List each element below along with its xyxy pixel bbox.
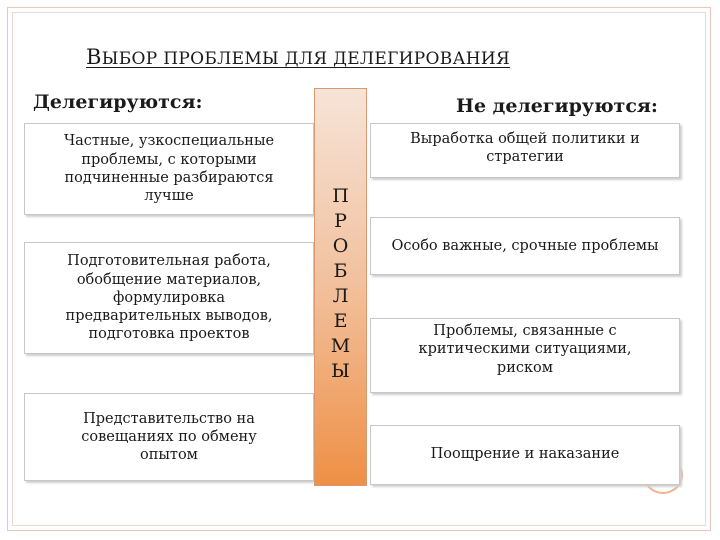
not-delegated-item-3-text [419, 322, 632, 377]
text-line: предварительных выводов, [65, 308, 273, 325]
text-line: Проблемы, связанные с [433, 323, 617, 339]
text-line: подчиненные разбираются [64, 170, 274, 186]
text-line: Частные, узкоспециальные [63, 133, 275, 150]
bar-letter: М [330, 335, 351, 357]
bar-letter: Ы [331, 360, 350, 382]
text-line: подготовка проектов [88, 326, 250, 343]
text-line: обобщение материалов, [76, 271, 262, 288]
not-delegated-heading: Не делегируются: [456, 95, 658, 117]
not-delegated-item-2 [370, 217, 680, 275]
not-delegated-item-4 [370, 425, 680, 485]
text-line: формулировка [113, 289, 225, 306]
text-line: Поощрение и наказание [430, 446, 620, 462]
not-delegated-item-1-text [410, 130, 640, 167]
bar-letter: Р [334, 210, 347, 232]
not-delegated-item-2-text [391, 237, 658, 255]
delegated-item-3-text [81, 410, 257, 465]
bar-letter: Л [332, 285, 349, 307]
delegated-heading: Делегируются: [33, 91, 203, 113]
text-line: Особо важные, срочные проблемы [391, 237, 659, 254]
bar-letter: Е [333, 310, 348, 332]
text-line: Подготовительная работа, [67, 253, 271, 270]
text-line: критическими ситуациями, [418, 341, 632, 358]
not-delegated-item-3 [370, 318, 680, 393]
title-rest: ЫБОР ПРОБЛЕМЫ ДЛЯ ДЕЛЕГИРОВАНИЯ [101, 49, 511, 69]
text-line: проблемы, с которыми [81, 151, 257, 168]
delegated-item-2-text [66, 252, 273, 343]
bar-letter: П [332, 185, 349, 207]
text-line: риском [496, 359, 554, 376]
not-delegated-item-4-text [431, 445, 620, 463]
not-delegated-item-1 [370, 123, 680, 178]
text-line: Представительство на [83, 410, 255, 427]
slide-title [86, 45, 606, 69]
delegated-item-1 [24, 123, 314, 215]
text-line: стратегии [486, 149, 564, 166]
delegated-item-2 [24, 242, 314, 354]
text-line: Выработка общей политики и [410, 131, 640, 147]
problems-vertical-label [314, 184, 367, 384]
text-line: лучше [144, 188, 194, 205]
bar-letter: Б [333, 260, 348, 282]
text-line: опытом [140, 447, 198, 464]
delegated-item-3 [24, 393, 314, 481]
text-line: совещаниях по обмену [81, 428, 257, 445]
delegated-item-1-text [64, 132, 274, 205]
bar-letter: О [332, 235, 349, 257]
title-first-letter: В [86, 45, 102, 69]
